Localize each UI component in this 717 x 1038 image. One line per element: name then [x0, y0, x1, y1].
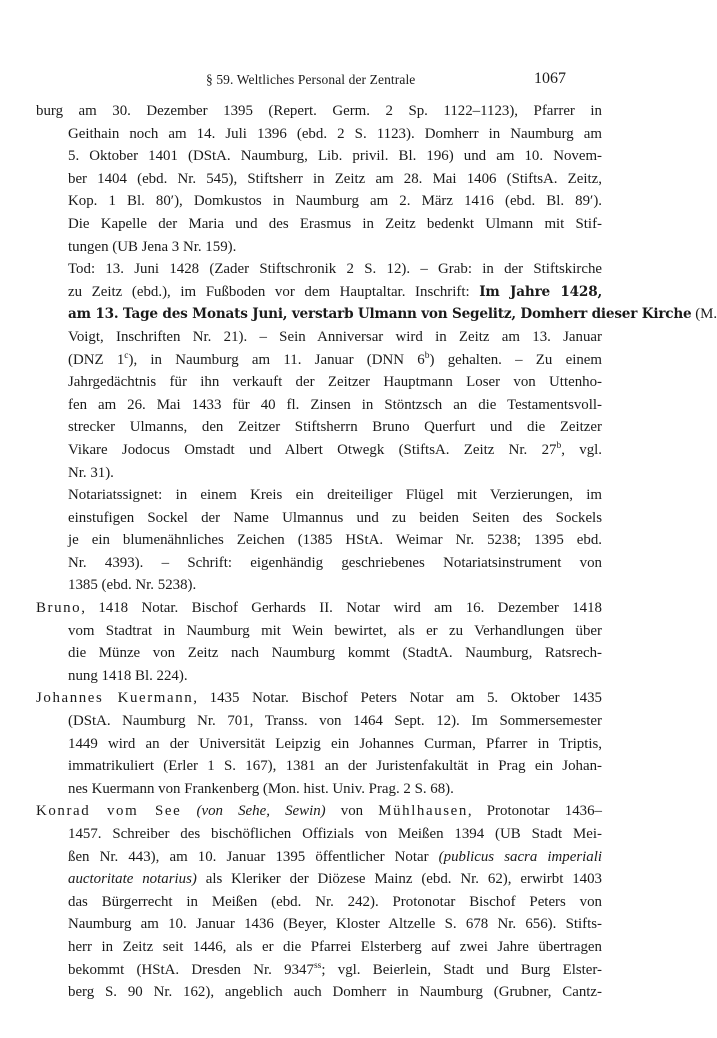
- text-line: Nr. 4393). – Schrift: eigenhändig geschriebenes Notariatsinstrument von: [68, 554, 602, 571]
- place-name: Mühlhausen: [378, 803, 468, 820]
- text-fragment: , 1418 Notar. Bischof Gerhards II. Notar wird am 16. Dezember 1418: [81, 600, 602, 617]
- text-line: [36, 868, 602, 891]
- text-line: burg am 30. Dezember 1395 (Repert. Germ. 2 Sp. 1122–1123), Pfarrer in: [36, 103, 602, 119]
- person-name: Johannes Kuermann: [36, 690, 194, 707]
- latin-quote: (publicus sacra imperiali: [438, 848, 602, 865]
- text-line: 1449 wird an der Universität Leipzig ein Johannes Curman, Pfarrer in Triptis,: [68, 735, 602, 752]
- text-line: Naumburg am 10. Januar 1436 (Beyer, Kloster Altzelle S. 678 Nr. 656). Stifts-: [68, 916, 602, 933]
- text-fragment: bekommt (HStA. Dresden Nr. 9347: [68, 961, 314, 978]
- text-line: [36, 687, 602, 710]
- text-line: [36, 846, 602, 869]
- text-line: [36, 597, 602, 620]
- running-title: § 59. Weltliches Personal der Zentrale: [206, 72, 416, 87]
- entry-konrad-vom-see: [36, 800, 602, 1003]
- text-line: [36, 303, 717, 326]
- text-fragment: (M.: [691, 306, 717, 323]
- text-line: das Bürgerrecht in Meißen (ebd. Nr. 242). Protonotar Bischof Peters von: [68, 893, 602, 910]
- text-line: nes Kuermann von Frankenberg (Mon. hist. Univ. Prag. 2 S. 68).: [68, 780, 454, 797]
- entry-bruno: [36, 597, 602, 687]
- text-fragment: ), in Naumburg am 11. Januar (DNN 6: [128, 351, 425, 368]
- text-line: strecker Ulmanns, den Zeitzer Stiftsherrn Bruno Querfurt und die Zeitzer: [68, 419, 602, 436]
- text-fragment: , Protonotar 1436–: [467, 803, 603, 820]
- text-line: berg S. 90 Nr. 162), angeblich auch Domherr in Naumburg (Grubner, Cantz-: [68, 984, 602, 1001]
- text-line: Kop. 1 Bl. 80′), Domkustos in Naumburg am 2. März 1416 (ebd. Bl. 89′).: [68, 193, 602, 210]
- superscript: ss: [313, 960, 322, 971]
- text-fragment: , vgl.: [561, 441, 602, 458]
- page-number: 1067: [534, 70, 566, 87]
- text-line: [36, 959, 602, 982]
- text-line: Geithain noch am 14. Juli 1396 (ebd. 2 S. 1123). Domherr in Naumburg am: [68, 125, 602, 142]
- text-line: die Münze von Zeitz nach Naumburg kommt (StadtA. Naumburg, Ratsrech-: [68, 645, 602, 662]
- superscript: b: [424, 350, 430, 361]
- person-name: Bruno: [36, 600, 82, 617]
- text-line: je ein blumenähnliches Zeichen (1385 HStA. Weimar Nr. 5238; 1395 ebd.: [68, 532, 602, 549]
- text-fragment: von: [325, 803, 379, 820]
- person-name: Konrad vom See: [36, 803, 182, 820]
- superscript: b: [556, 440, 562, 451]
- name-variant: (von Sehe, Sewin): [196, 803, 326, 820]
- text-line: immatrikuliert (Erler 1 S. 167), 1381 an der Juristenfakultät in Prag ein Johan-: [68, 758, 602, 775]
- text-fragment: ) gehalten. – Zu einem: [429, 351, 602, 368]
- text-line: 5. Oktober 1401 (DStA. Naumburg, Lib. privil. Bl. 196) und am 10. Novem-: [68, 148, 602, 165]
- text-line: ber 1404 (ebd. Nr. 545), Stiftsherr in Zeitz am 28. Mai 1406 (StiftsA. Zeitz,: [68, 170, 602, 187]
- text-fragment: ßen Nr. 443), am 10. Januar 1395 öffentlicher Notar: [68, 848, 439, 865]
- paragraph-death: [36, 258, 717, 484]
- text-line: nung 1418 Bl. 224).: [68, 667, 188, 684]
- text-fragment: ; vgl. Beierlein, Stadt und Burg Elster-: [321, 961, 602, 978]
- inscription-text: am 13. Tage des Monats Juni, verstarb Ulmann von Segelitz, Domherr dieser Kirche: [68, 306, 692, 323]
- paragraph-career: [36, 100, 602, 258]
- text-fragment: (DNZ 1: [68, 351, 125, 368]
- text-line: [36, 281, 602, 304]
- text-line: fen am 26. Mai 1433 für 40 fl. Zinsen in Stöntzsch an die Testamentsvoll-: [68, 396, 602, 413]
- text-line: 1457. Schreiber des bischöflichen Offizials von Meißen 1394 (UB Stadt Mei-: [68, 826, 602, 842]
- paragraph-signet: [36, 484, 602, 597]
- running-header: [0, 70, 700, 90]
- entry-johannes-kuermann: [36, 687, 602, 800]
- text-fragment: Vikare Jodocus Omstadt und Albert Otwegk (StiftsA. Zeitz Nr. 27: [68, 441, 557, 458]
- text-line: Tod: 13. Juni 1428 (Zader Stiftschronik 2 S. 12). – Grab: in der Stiftskirche: [68, 261, 602, 278]
- text-fragment: als Kleriker der Diözese Mainz (ebd. Nr. 62), erwirbt 1403: [196, 871, 602, 888]
- text-line: Nr. 31).: [68, 464, 114, 481]
- text-line: herr in Zeitz seit 1446, als er die Pfarrei Elsterberg auf zwei Jahre übertragen: [68, 938, 602, 955]
- superscript: c: [124, 350, 129, 361]
- text-line: [36, 439, 602, 462]
- text-line: tungen (UB Jena 3 Nr. 159).: [68, 238, 237, 255]
- text-line: [36, 800, 602, 823]
- inscription-text: Im Jahre 1428,: [479, 283, 602, 300]
- text-line: [36, 349, 602, 372]
- text-fragment: zu Zeitz (ebd.), im Fußboden vor dem Hauptaltar. Inschrift:: [68, 283, 480, 300]
- text-line: Notariatssignet: in einem Kreis ein dreiteiliger Flügel mit Verzierungen, im: [68, 487, 602, 504]
- text-fragment: , 1435 Notar. Bischof Peters Notar am 5. Oktober 1435: [193, 690, 602, 707]
- latin-quote: auctoritate notarius): [68, 871, 197, 888]
- text-line: Jahrgedächtnis für ihn verkauft der Zeitzer Hauptmann Loser von Uttenho-: [68, 374, 602, 391]
- text-line: Voigt, Inschriften Nr. 21). – Sein Anniversar wird in Zeitz am 13. Januar: [68, 328, 602, 345]
- text-line: vom Stadtrat in Naumburg mit Wein bewirtet, als er zu Verhandlungen über: [68, 622, 602, 639]
- page-body: [36, 100, 717, 1004]
- text-line: einstufigen Sockel der Name Ulmannus und zu beiden Seiten des Sockels: [68, 509, 602, 526]
- text-line: (DStA. Naumburg Nr. 701, Transs. von 1464 Sept. 12). Im Sommersemester: [68, 713, 602, 730]
- text-line: Die Kapelle der Maria und des Erasmus in Zeitz bedenkt Ulmann mit Stif-: [68, 215, 602, 232]
- text-line: 1385 (ebd. Nr. 5238).: [68, 577, 197, 594]
